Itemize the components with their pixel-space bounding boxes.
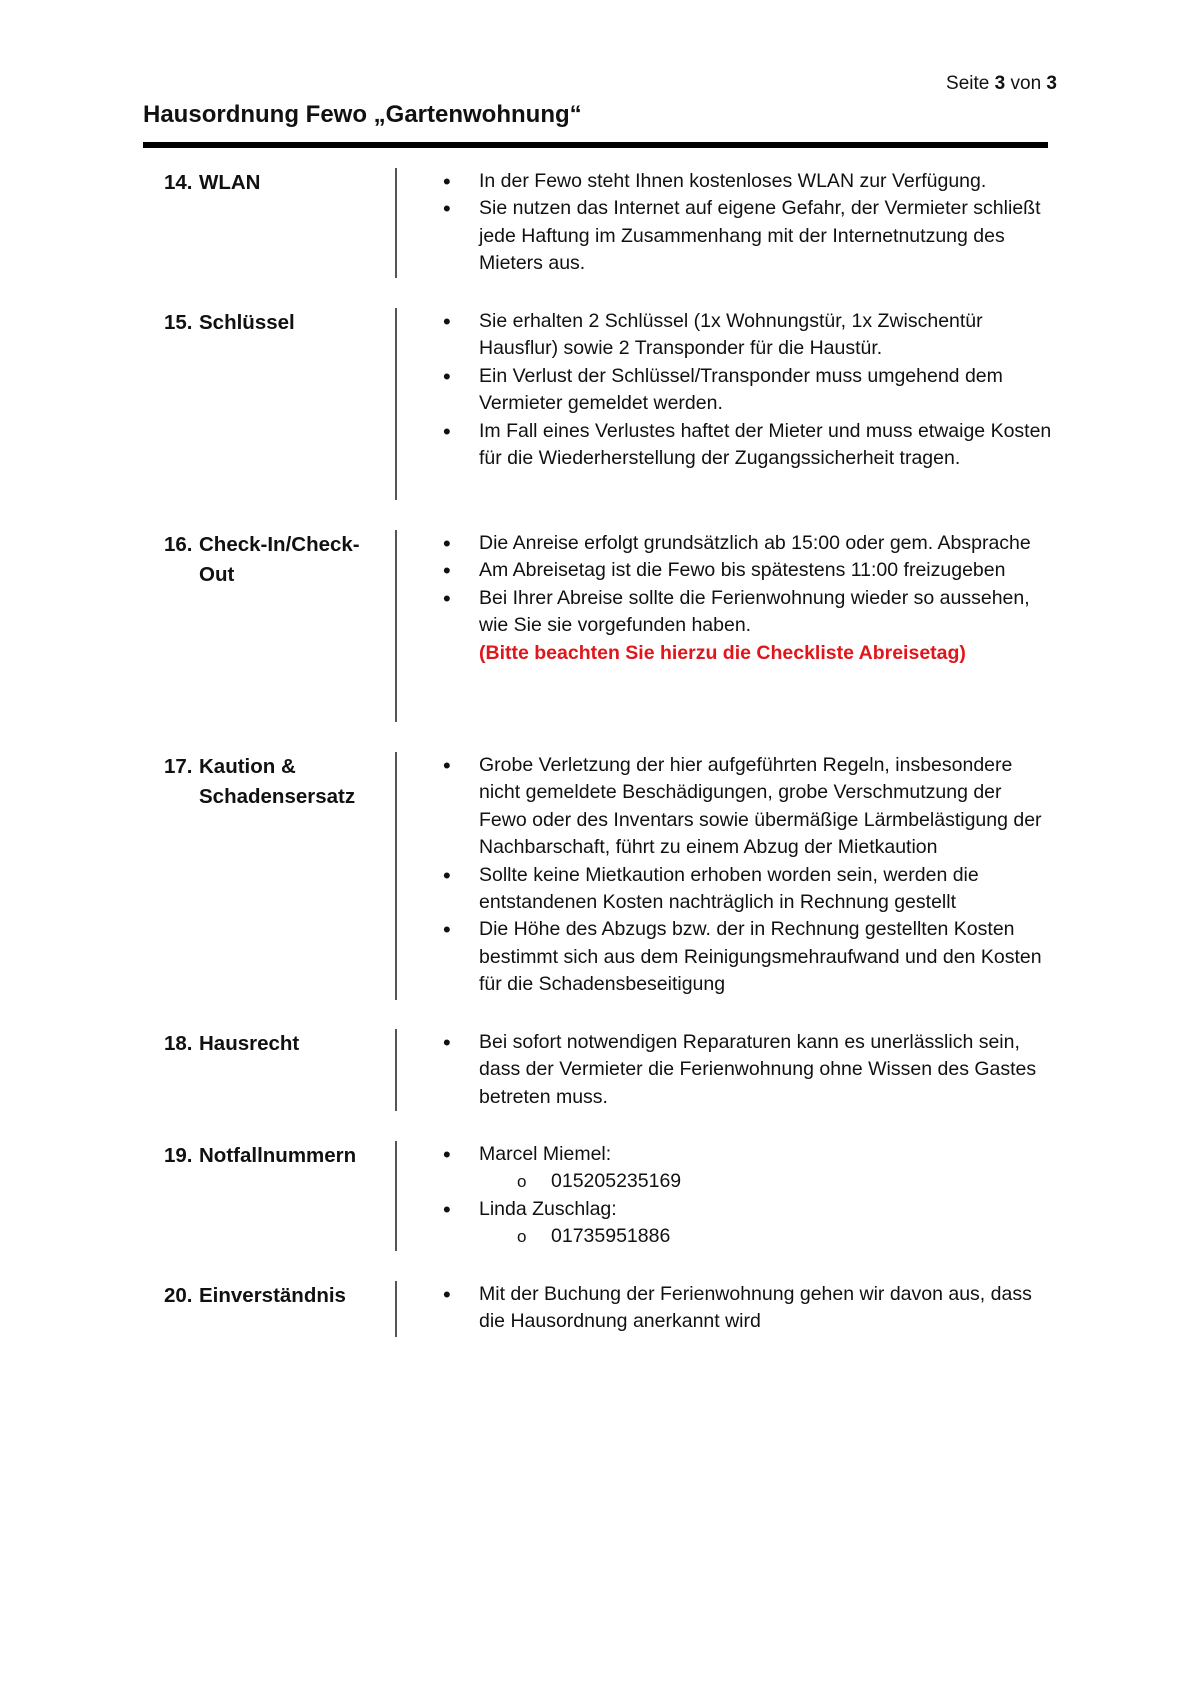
section-divider	[395, 1281, 397, 1337]
list-item: • In der Fewo steht Ihnen kostenloses WLAN zur Verfügung.	[443, 168, 1053, 195]
contact-item	[443, 1141, 1053, 1196]
section-number: 14.	[164, 171, 193, 194]
section-title: WLAN	[199, 171, 261, 194]
section-divider	[395, 1141, 397, 1251]
list-item: • Die Anreise erfolgt grundsätzlich ab 15:00 oder gem. Absprache	[443, 530, 1053, 557]
section-title: Hausrecht	[199, 1032, 300, 1055]
section-divider	[395, 752, 397, 1000]
rule-list	[443, 168, 1053, 278]
list-item: • Bei sofort notwendigen Reparaturen kann es unerlässlich sein, dass der Vermieter die Ferienwohnung ohne Wissen des Gastes betreten muss.	[443, 1029, 1053, 1111]
section-number: 20.	[164, 1284, 193, 1307]
section-number: 18.	[164, 1032, 193, 1055]
page-number	[946, 73, 1057, 95]
rule-list	[443, 752, 1053, 999]
section-title: Schlüssel	[199, 311, 295, 334]
list-item-text: Bei Ihrer Abreise sollte die Ferienwohnung wieder so aussehen, wie Sie sie vorgefunden haben.	[479, 586, 1030, 637]
section-number: 17.	[164, 755, 193, 778]
contact-name: Marcel Miemel:	[479, 1143, 612, 1165]
list-item: • Im Fall eines Verlustes haftet der Mieter und muss etwaige Kosten für die Wiederherstellung der Zugangssicherheit tragen.	[443, 418, 1053, 473]
contact-item	[443, 1196, 1053, 1251]
page-prefix: Seite	[946, 73, 990, 94]
rule-list	[443, 1281, 1053, 1336]
section-divider	[395, 530, 397, 722]
section-divider	[395, 1029, 397, 1111]
header-rule	[143, 142, 1048, 148]
contact-phone-list	[479, 1223, 1053, 1250]
contact-phone: o 015205235169	[479, 1168, 1053, 1195]
list-item: • Sie nutzen das Internet auf eigene Gefahr, der Vermieter schließt jede Haftung im Zusammenhang mit der Internetnutzung des Mieters aus.	[443, 195, 1053, 277]
list-item: • Grobe Verletzung der hier aufgeführten Regeln, insbesondere nicht gemeldete Beschädigungen, grobe Verschmutzung der Fewo oder des Inventars sowie übermäßige Lärmbelästigung der Nachbarschaft, führt zu einem Abzug der Mietkaution	[443, 752, 1053, 862]
page-of: von	[1010, 73, 1042, 94]
list-item: • Ein Verlust der Schlüssel/Transponder muss umgehend dem Vermieter gemeldet werden.	[443, 363, 1053, 418]
section-divider	[395, 308, 397, 500]
list-item: • Am Abreisetag ist die Fewo bis spätestens 11:00 freizugeben	[443, 557, 1053, 584]
rule-list	[443, 1029, 1053, 1111]
contact-phone-list	[479, 1168, 1053, 1195]
checklist-note: (Bitte beachten Sie hierzu die Checkliste Abreisetag)	[479, 641, 966, 664]
section-title: Einverständnis	[199, 1284, 346, 1307]
contact-phone: o 01735951886	[479, 1223, 1053, 1250]
section-number: 19.	[164, 1144, 193, 1167]
rule-list	[443, 308, 1053, 472]
list-item	[443, 585, 1053, 667]
section-title: Check-In/Check-Out	[199, 533, 360, 586]
list-item: • Mit der Buchung der Ferienwohnung gehen wir davon aus, dass die Hausordnung anerkannt wird	[443, 1281, 1053, 1336]
contact-list	[443, 1141, 1053, 1251]
page-total: 3	[1046, 73, 1057, 94]
contact-name: Linda Zuschlag:	[479, 1197, 617, 1220]
section-number: 16.	[164, 533, 193, 556]
list-item: • Die Höhe des Abzugs bzw. der in Rechnung gestellten Kosten bestimmt sich aus dem Reinigungsmehraufwand und den Kosten für die Schadensbeseitigung	[443, 916, 1053, 998]
rule-list	[443, 530, 1053, 667]
section-number: 15.	[164, 311, 193, 334]
section-title: Kaution & Schadensersatz	[199, 755, 356, 808]
section-title: Notfallnummern	[199, 1144, 357, 1167]
list-item: • Sollte keine Mietkaution erhoben worden sein, werden die entstandenen Kosten nachträglich in Rechnung gestellt	[443, 862, 1053, 917]
page-current: 3	[994, 73, 1006, 94]
document-title: Hausordnung Fewo „Gartenwohnung“	[143, 101, 582, 128]
list-item: • Sie erhalten 2 Schlüssel (1x Wohnungstür, 1x Zwischentür Hausflur) sowie 2 Transponder für die Haustür.	[443, 308, 1053, 363]
section-divider	[395, 168, 397, 278]
